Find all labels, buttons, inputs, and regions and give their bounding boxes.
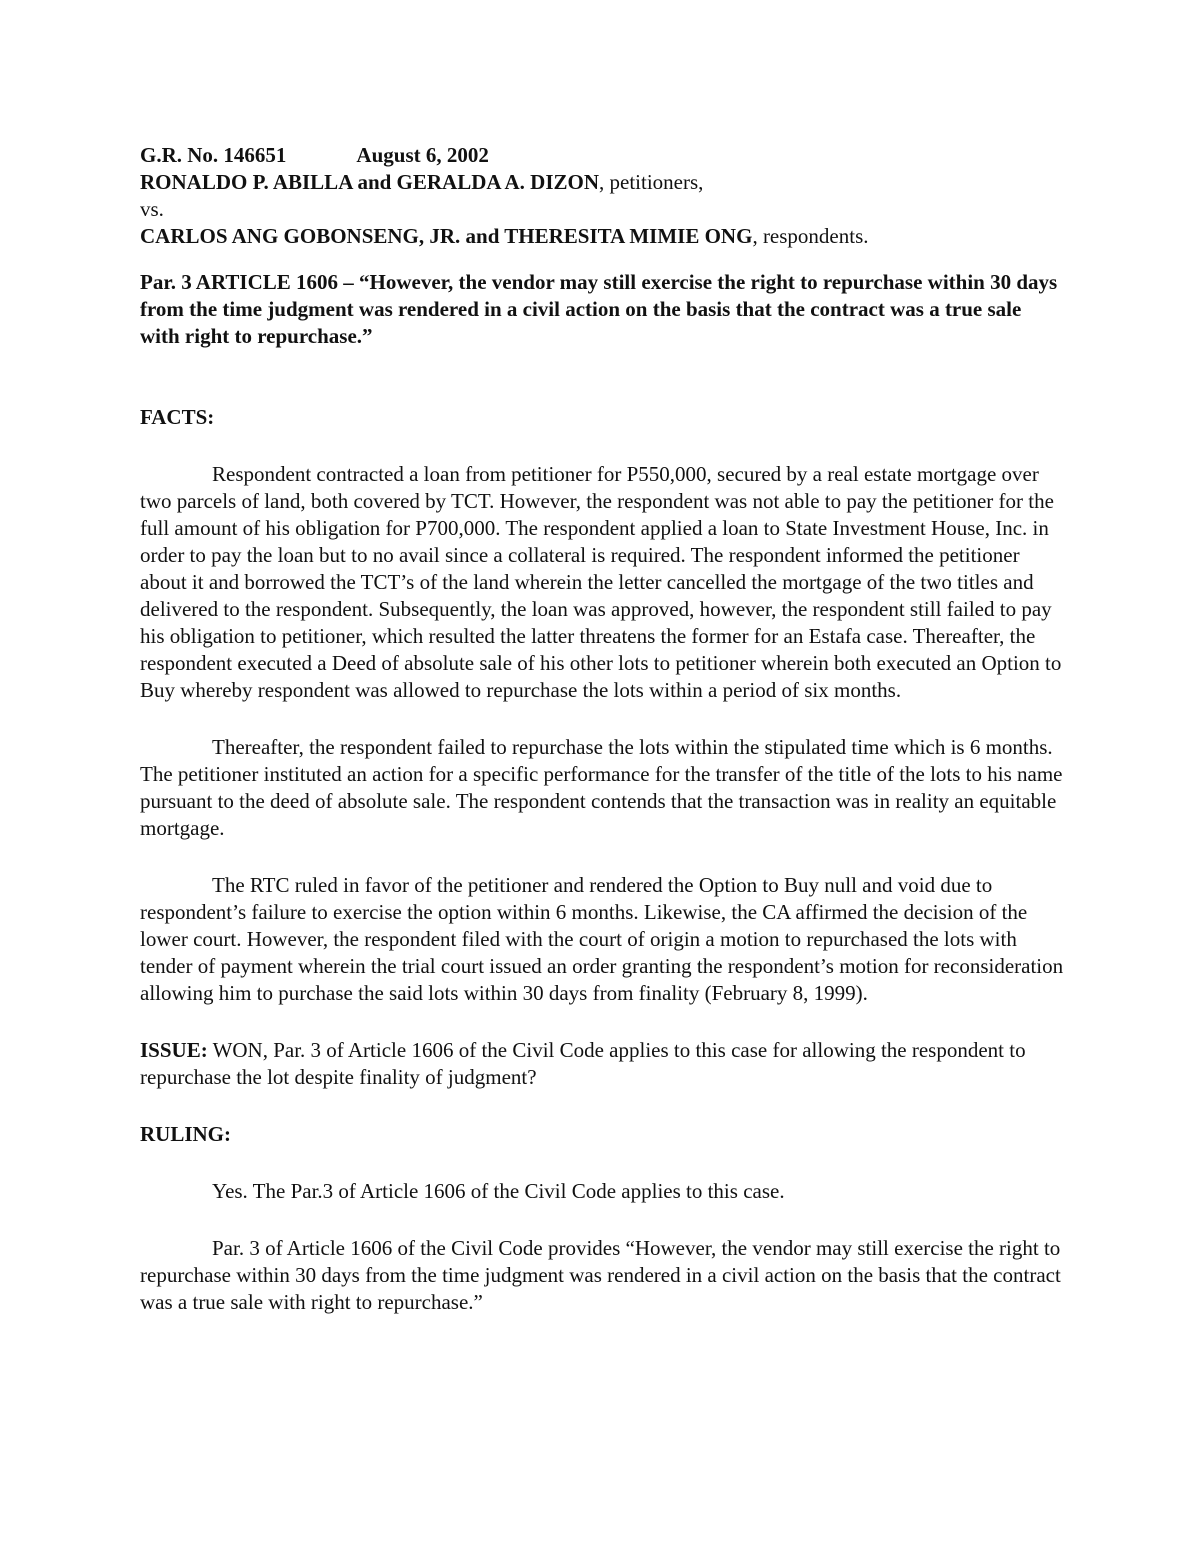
ruling-paragraph-1: Yes. The Par.3 of Article 1606 of the Civil Code applies to this case. [212, 1179, 785, 1203]
petitioners-label: , petitioners, [599, 170, 704, 194]
ruling-heading: RULING: [140, 1122, 232, 1146]
facts-paragraph-1: Respondent contracted a loan from petitioner for P550,000, secured by a real estate mortgage over two parcels of land, both covered by TCT. However, the respondent was not able to pay the petitioner for the full amount of his obligation for P700,000. The respondent applied a loan to State Investment House, Inc. in order to pay the loan but to no avail since a collateral is required. The respondent informed the petitioner about it and borrowed the TCT’s of the land wherein the letter cancelled the mortgage of the two titles and delivered to the respondent. Subsequently, the loan was approved, however, the respondent still failed to pay his obligation to petitioner, which resulted the latter threatens the former for an Estafa case. Thereafter, the respondent executed a Deed of absolute sale of his other lots to petitioner wherein both executed an Option to Buy whereby respondent was allowed to repurchase the lots within a period of six months. [140, 462, 1062, 702]
issue-text: WON, Par. 3 of Article 1606 of the Civil Code applies to this case for allowing the respondent to repurchase the lot despite finality of judgment? [140, 1038, 1026, 1089]
facts-paragraph-3: The RTC ruled in favor of the petitioner and rendered the Option to Buy null and void due to respondent’s failure to exercise the option within 6 months. Likewise, the CA affirmed the decision of the lower court. However, the respondent filed with the court of origin a motion to repurchased the lots with tender of payment wherein the trial court issued an order granting the respondent’s motion for reconsideration allowing him to purchase the said lots within 30 days from finality (February 8, 1999). [140, 873, 1064, 1005]
petitioners-line [140, 169, 1065, 196]
issue-label: ISSUE: [140, 1038, 208, 1062]
facts-heading: FACTS: [140, 405, 215, 429]
petitioners-names: RONALDO P. ABILLA and GERALDA A. DIZON [140, 170, 600, 194]
doctrine-statement: Par. 3 ARTICLE 1606 – “However, the vendor may still exercise the right to repurchase within 30 days from the time judgment was rendered in a civil action on the basis that the contract was a true sale with right to repurchase.” [140, 270, 1058, 348]
facts-paragraph-2: Thereafter, the respondent failed to repurchase the lots within the stipulated time which is 6 months. The petitioner instituted an action for a specific performance for the transfer of the title of the lots to his name pursuant to the deed of absolute sale. The respondent contends that the transaction was in reality an equitable mortgage. [140, 735, 1063, 840]
versus-line: vs. [140, 197, 164, 221]
document-page [140, 142, 1065, 1316]
ruling-paragraph-2: Par. 3 of Article 1606 of the Civil Code provides “However, the vendor may still exercise the right to repurchase within 30 days from the time judgment was rendered in a civil action on the basis that the contract was a true sale with right to repurchase.” [140, 1236, 1061, 1314]
decision-date: August 6, 2002 [356, 143, 489, 167]
respondents-line [140, 223, 1065, 250]
respondents-label: , respondents. [752, 224, 869, 248]
gr-number: G.R. No. 146651 [140, 143, 287, 167]
issue-section [140, 1037, 1065, 1091]
respondents-names: CARLOS ANG GOBONSENG, JR. and THERESITA MIMIE ONG [140, 224, 753, 248]
case-number-line [140, 142, 1065, 169]
